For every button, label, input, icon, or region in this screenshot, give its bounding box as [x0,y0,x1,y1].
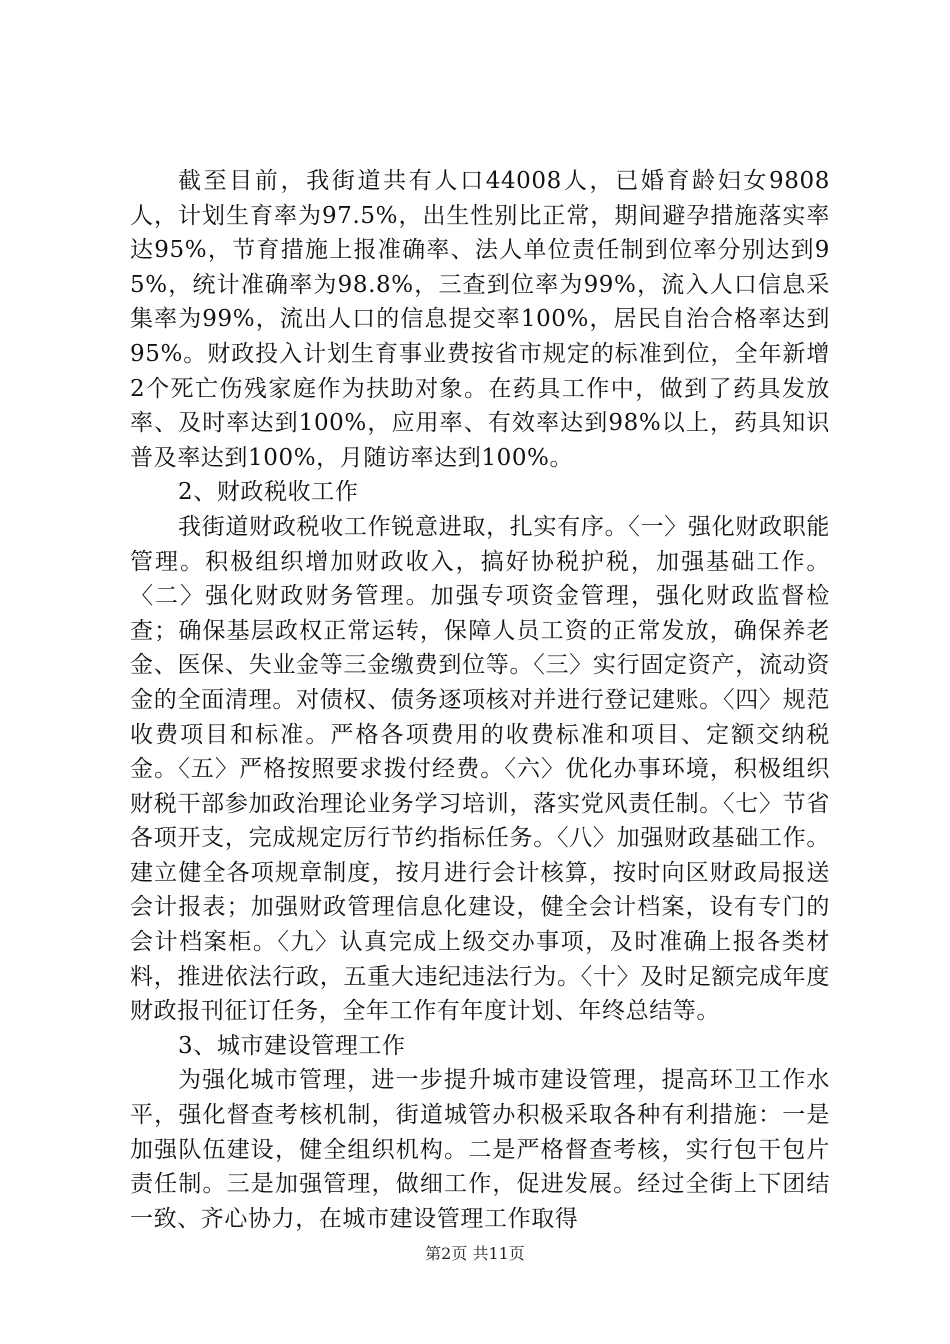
paragraph-family-planning: 截至目前，我街道共有人口44008人，已婚育龄妇女9808人，计划生育率为97.5%，出生性别比正常，期间避孕措施落实率达95%，节育措施上报准确率、法人单位责任制到位率分别达到95%，统计准确率为98.8%，三查到位率为99%，流入人口信息采集率为99%，流出人口的信息提交率100%，居民自治合格率达到95%。财政投入计划生育事业费按省市规定的标准到位，全年新增2个死亡伤残家庭作为扶助对象。在药具工作中，做到了药具发放率、及时率达到100%，应用率、有效率达到98%以上，药具知识普及率达到100%，月随访率达到100%。 [130,168,830,471]
section-heading-urban-construction: 3、城市建设管理工作 [178,1032,406,1059]
section-heading-finance-tax: 2、财政税收工作 [178,479,359,506]
paragraph-urban-construction: 为强化城市管理，进一步提升城市建设管理，提高环卫工作水平，强化督查考核机制，街道城管办积极采取各种有利措施：一是加强队伍建设，健全组织机构。二是严格督查考核，实行包干包片责任制。三是加强管理，做细工作，促进发展。经过全街上下团结一致、齐心协力，在城市建设管理工作取得 [130,1067,830,1232]
page-number-footer: 第2页 共11页 [425,1244,525,1263]
document-body [130,164,830,1236]
paragraph-finance-tax: 我街道财政税收工作锐意进取，扎实有序。〈一〉强化财政职能管理。积极组织增加财政收入，搞好协税护税，加强基础工作。〈二〉强化财政财务管理。加强专项资金管理，强化财政监督检查；确保基层政权正常运转，保障人员工资的正常发放，确保养老金、医保、失业金等三金缴费到位等。〈三〉实行固定资产，流动资金的全面清理。对债权、债务逐项核对并进行登记建账。〈四〉规范收费项目和标准。严格各项费用的收费标准和项目、定额交纳税金。〈五〉严格按照要求拨付经费。〈六〉优化办事环境，积极组织财税干部参加政治理论业务学习培训，落实党风责任制。〈七〉节省各项开支，完成规定厉行节约指标任务。〈八〉加强财政基础工作。建立健全各项规章制度，按月进行会计核算，按时向区财政局报送会计报表；加强财政管理信息化建设，健全会计档案，设有专门的会计档案柜。〈九〉认真完成上级交办事项，及时准确上报各类材料，推进依法行政，五重大违纪违法行为。〈十〉及时足额完成年度财政报刊征订任务，全年工作有年度计划、年终总结等。 [130,513,830,1025]
